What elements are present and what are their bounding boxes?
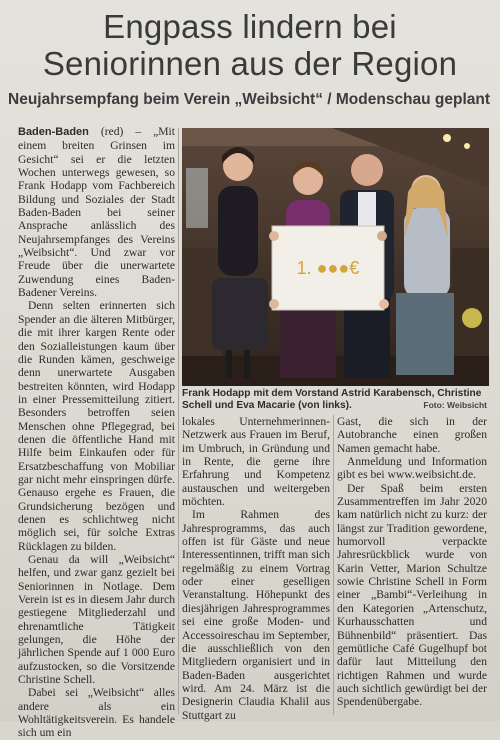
- photo-illustration: [182, 128, 489, 386]
- headline-line-1: Engpass lindern bei: [103, 8, 397, 45]
- article-paragraph: [18, 125, 175, 299]
- article-column-3: [337, 415, 487, 715]
- headline-line-2: Seniorinnen aus der Region: [42, 45, 458, 82]
- dateline: Baden-Baden: [18, 126, 89, 138]
- paragraph-text: (red) – „Mit einem breiten Grinsen im Gesicht“ sei er die letzten Wochen unterwegs gewesen, so Frank Hodapp vom Fachbereich Bildung und Soziales der Stadt Baden-Baden bei seiner Ansprache anlässlich des Neujahrsempfanges des Vereins „Weibsicht“. Und zwar vor Freude über die unerwartete Zuwendung eines Baden-Badener Vereins.: [18, 125, 175, 300]
- article-paragraph: Anmeldung und Information gibt es bei www.weibsicht.de.: [337, 455, 487, 482]
- photo-caption: Frank Hodapp mit dem Vorstand Astrid Karabensch, Christine Schell und Eva Macarie (von links).: [182, 388, 482, 411]
- column-divider: [178, 128, 179, 714]
- article-paragraph: lokales Unternehmerinnen-Netzwerk aus Frauen im Beruf, im Umbruch, in Gründung und in Rente, die gerne ihre Erfahrung und Kompetenz austauschen und weitergeben möchten.: [182, 415, 330, 509]
- article-column-1: [18, 125, 175, 740]
- article-paragraph: Denn selten erinnerten sich Spender an die älteren Mitbürger, die mit ihrer kargen Rente oder den Sozialleistungen kaum über die Runden kämen, geschweige denn unerwartete Ausgaben bestreiten könnten, wird Hodapp in einer Pressemitteilung zitiert. Besonders betroffen seien Menschen ohne Pflegegrad, bei denen die öffentliche Hand mit Hilfe beim Einkaufen oder für Ersatzbeschaffung von Mobiliar gar nicht mehr einspringen dürfe. Genauso ergehe es Frauen, die Grundsicherung bezögen und denen es schlichtweg nicht möglich sei, für solche Extras Rücklagen zu bilden.: [18, 299, 175, 553]
- article-paragraph: Gast, die sich in der Autobranche einen großen Namen gemacht habe.: [337, 415, 487, 455]
- headline: [0, 8, 500, 82]
- article-photo: [182, 128, 489, 386]
- article-column-2: [182, 415, 330, 722]
- article-paragraph: Der Spaß beim ersten Zusammentreffen im Jahr 2020 kam natürlich nicht zu kurz: der längst zur Tradition gewordene, humorvoll verpackte Jahresrückblick wurde von Karin Vetter, Marion Schultze sowie Christine Schell in Form einer „Bambi“-Verleihung in den Kategorien „Artenschutz, Kurhausschatten und Bühnenbild“ präsentiert. Das gemütliche Café Gugelhupf bot dafür laut Mitteilung den richtigen Rahmen und wurde auch sichtlich gewürdigt bei der Spendenübergabe.: [337, 481, 487, 709]
- subheadline: Neujahrsempfang beim Verein „Weibsicht“ / Modenschau geplant: [8, 91, 491, 108]
- photo-credit: Foto: Weibsicht: [423, 400, 487, 410]
- article-paragraph: Genau da will „Weibsicht“ helfen, und zwar ganz gezielt bei Seniorinnen in Notlage. Dem Verein ist es in diesem Jahr durch gestiegene Mitgliederzahl und ehrenamtliche Tätigkeit gelungen, die Höhe der jährlichen Spende auf 1 000 Euro aufzustocken, so die Vorsitzende Christine Schell.: [18, 553, 175, 687]
- article-paragraph: Im Rahmen des Jahresprogramms, das auch offen ist für Gäste und neue Interessentinnen, trifft man sich regelmäßig zu einem Vortrag oder einer geselligen Veranstaltung. Höhepunkt des diesjährigen Jahresprogrammes sei eine große Moden- und Accessoireschau im September, die ausschließlich von den Mitgliedern organisiert und in Baden-Baden ausgerichtet wird. Am 24. März ist die Designerin Claudia Khalil aus Stuttgart zu: [182, 508, 330, 722]
- sign-text: 1. ●●●€: [296, 258, 360, 278]
- article-paragraph: Dabei sei „Weibsicht“ alles andere als ein Wohltätigkeitsverein. Es handele sich um ein: [18, 686, 175, 740]
- column-divider: [333, 415, 334, 715]
